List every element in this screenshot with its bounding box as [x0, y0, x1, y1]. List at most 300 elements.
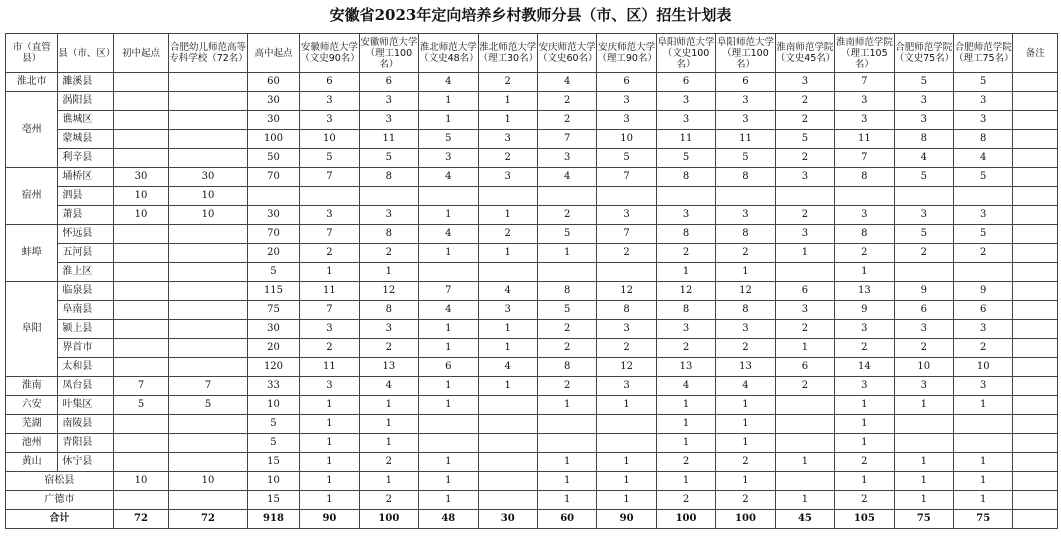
value-cell: 12 [597, 282, 656, 301]
value-cell [169, 73, 248, 92]
value-cell [169, 320, 248, 339]
value-cell [1013, 149, 1058, 168]
table-row [6, 358, 1058, 377]
value-cell: 4 [656, 377, 715, 396]
value-cell: 115 [247, 282, 299, 301]
table-row [6, 92, 1058, 111]
total-value-cell: 45 [775, 510, 834, 529]
value-cell [478, 263, 537, 282]
value-cell [894, 187, 953, 206]
value-cell [537, 434, 596, 453]
value-cell: 14 [835, 358, 894, 377]
value-cell [247, 187, 299, 206]
value-cell: 1 [300, 396, 359, 415]
value-cell: 5 [775, 130, 834, 149]
value-cell [1013, 111, 1058, 130]
value-cell: 9 [835, 301, 894, 320]
value-cell: 8 [656, 301, 715, 320]
table-row [6, 301, 1058, 320]
value-cell [169, 453, 248, 472]
col-header: 初中起点 [113, 34, 168, 73]
value-cell: 10 [247, 472, 299, 491]
value-cell: 2 [894, 339, 953, 358]
county-cell: 休宁县 [58, 453, 113, 472]
value-cell: 3 [716, 320, 775, 339]
value-cell [1013, 282, 1058, 301]
value-cell [597, 187, 656, 206]
value-cell: 11 [716, 130, 775, 149]
value-cell [1013, 320, 1058, 339]
value-cell [169, 263, 248, 282]
value-cell: 7 [597, 225, 656, 244]
value-cell: 3 [716, 206, 775, 225]
value-cell: 3 [359, 92, 418, 111]
value-cell: 2 [775, 320, 834, 339]
value-cell [419, 187, 478, 206]
value-cell: 4 [478, 282, 537, 301]
value-cell [169, 358, 248, 377]
value-cell: 1 [656, 472, 715, 491]
table-row [6, 491, 1058, 510]
city-cell: 淮北市 [6, 73, 58, 92]
value-cell: 70 [247, 168, 299, 187]
county-cell: 萧县 [58, 206, 113, 225]
value-cell: 1 [716, 396, 775, 415]
value-cell: 2 [716, 244, 775, 263]
value-cell [113, 149, 168, 168]
value-cell: 3 [300, 206, 359, 225]
value-cell [169, 282, 248, 301]
table-row [6, 396, 1058, 415]
value-cell: 3 [597, 320, 656, 339]
value-cell: 1 [894, 472, 953, 491]
value-cell: 2 [716, 339, 775, 358]
value-cell: 9 [894, 282, 953, 301]
value-cell [419, 263, 478, 282]
value-cell: 1 [537, 472, 596, 491]
value-cell [597, 263, 656, 282]
value-cell [954, 263, 1013, 282]
table-row [6, 320, 1058, 339]
value-cell: 1 [478, 377, 537, 396]
value-cell: 3 [359, 320, 418, 339]
value-cell: 2 [775, 377, 834, 396]
value-cell: 3 [300, 320, 359, 339]
county-cell: 颍上县 [58, 320, 113, 339]
table-row [6, 472, 1058, 491]
value-cell: 10 [247, 396, 299, 415]
value-cell [169, 130, 248, 149]
value-cell: 3 [478, 301, 537, 320]
value-cell: 1 [835, 434, 894, 453]
value-cell: 100 [247, 130, 299, 149]
value-cell: 1 [597, 472, 656, 491]
value-cell: 3 [954, 92, 1013, 111]
value-cell: 2 [954, 339, 1013, 358]
page-title: 安徽省2023年定向培养乡村教师分县（市、区）招生计划表 [329, 6, 732, 24]
value-cell: 2 [359, 491, 418, 510]
total-value-cell: 100 [359, 510, 418, 529]
value-cell: 5 [419, 130, 478, 149]
city-cell: 芜湖 [6, 415, 58, 434]
value-cell: 3 [894, 111, 953, 130]
value-cell: 1 [359, 472, 418, 491]
value-cell: 7 [300, 168, 359, 187]
county-cell: 蒙城县 [58, 130, 113, 149]
value-cell: 4 [537, 168, 596, 187]
value-cell: 10 [300, 130, 359, 149]
value-cell: 1 [894, 453, 953, 472]
value-cell: 6 [894, 301, 953, 320]
value-cell: 8 [894, 130, 953, 149]
value-cell [894, 415, 953, 434]
value-cell: 1 [419, 320, 478, 339]
value-cell: 1 [835, 263, 894, 282]
county-cell: 埇桥区 [58, 168, 113, 187]
value-cell [775, 263, 834, 282]
value-cell: 2 [537, 206, 596, 225]
value-cell [1013, 453, 1058, 472]
value-cell: 2 [537, 320, 596, 339]
value-cell: 8 [716, 168, 775, 187]
value-cell: 2 [835, 339, 894, 358]
value-cell: 1 [300, 472, 359, 491]
value-cell: 5 [894, 73, 953, 92]
county-cell: 凤台县 [58, 377, 113, 396]
value-cell: 3 [775, 168, 834, 187]
city-cell: 淮南 [6, 377, 58, 396]
value-cell: 4 [419, 225, 478, 244]
county-cell: 怀远县 [58, 225, 113, 244]
county-cell: 太和县 [58, 358, 113, 377]
total-value-cell: 90 [300, 510, 359, 529]
value-cell [113, 263, 168, 282]
value-cell: 1 [478, 320, 537, 339]
county-cell: 五河县 [58, 244, 113, 263]
value-cell: 2 [597, 339, 656, 358]
value-cell: 2 [597, 244, 656, 263]
total-value-cell: 100 [656, 510, 715, 529]
table-row [6, 377, 1058, 396]
value-cell: 1 [300, 491, 359, 510]
value-cell: 15 [247, 453, 299, 472]
value-cell: 1 [716, 434, 775, 453]
value-cell: 6 [300, 73, 359, 92]
value-cell: 6 [775, 282, 834, 301]
value-cell: 1 [419, 491, 478, 510]
value-cell: 8 [597, 301, 656, 320]
value-cell: 3 [359, 111, 418, 130]
value-cell: 4 [419, 73, 478, 92]
value-cell [537, 415, 596, 434]
city-cell: 亳州 [6, 92, 58, 168]
value-cell [1013, 244, 1058, 263]
value-cell: 30 [247, 111, 299, 130]
value-cell [478, 187, 537, 206]
county-cell: 叶集区 [58, 396, 113, 415]
value-cell: 1 [419, 339, 478, 358]
value-cell: 8 [359, 301, 418, 320]
table-row [6, 263, 1058, 282]
table-row [6, 244, 1058, 263]
value-cell: 1 [954, 491, 1013, 510]
value-cell: 2 [656, 339, 715, 358]
value-cell: 1 [954, 453, 1013, 472]
value-cell: 5 [537, 301, 596, 320]
value-cell: 2 [300, 339, 359, 358]
table-row [6, 225, 1058, 244]
value-cell [169, 244, 248, 263]
value-cell: 1 [656, 396, 715, 415]
value-cell: 5 [537, 225, 596, 244]
value-cell: 8 [716, 225, 775, 244]
value-cell: 3 [597, 206, 656, 225]
value-cell: 3 [775, 73, 834, 92]
value-cell [169, 434, 248, 453]
value-cell [954, 187, 1013, 206]
table-row [6, 415, 1058, 434]
value-cell: 10 [113, 206, 168, 225]
value-cell: 7 [537, 130, 596, 149]
county-cell: 谯城区 [58, 111, 113, 130]
col-header: 淮南师范学院（文史45名） [775, 34, 834, 73]
value-cell: 2 [775, 206, 834, 225]
total-value-cell: 60 [537, 510, 596, 529]
value-cell: 2 [537, 92, 596, 111]
value-cell: 10 [113, 472, 168, 491]
county-cell: 南陵县 [58, 415, 113, 434]
value-cell [478, 415, 537, 434]
value-cell: 5 [247, 263, 299, 282]
value-cell: 3 [835, 206, 894, 225]
value-cell: 3 [954, 377, 1013, 396]
value-cell: 13 [656, 358, 715, 377]
value-cell: 33 [247, 377, 299, 396]
value-cell: 1 [300, 434, 359, 453]
value-cell: 5 [954, 168, 1013, 187]
value-cell: 3 [835, 92, 894, 111]
value-cell [169, 149, 248, 168]
value-cell [113, 111, 168, 130]
value-cell: 11 [300, 358, 359, 377]
value-cell: 8 [656, 225, 715, 244]
value-cell: 7 [597, 168, 656, 187]
value-cell: 1 [716, 415, 775, 434]
value-cell: 2 [359, 339, 418, 358]
value-cell: 8 [954, 130, 1013, 149]
value-cell: 5 [894, 168, 953, 187]
value-cell: 7 [419, 282, 478, 301]
value-cell: 8 [835, 168, 894, 187]
value-cell [775, 187, 834, 206]
table-row [6, 434, 1058, 453]
value-cell: 5 [247, 434, 299, 453]
value-cell: 10 [894, 358, 953, 377]
value-cell: 3 [597, 111, 656, 130]
value-cell: 3 [775, 225, 834, 244]
value-cell [537, 187, 596, 206]
value-cell [597, 415, 656, 434]
value-cell: 1 [835, 472, 894, 491]
value-cell [1013, 187, 1058, 206]
value-cell: 1 [894, 396, 953, 415]
value-cell: 1 [419, 111, 478, 130]
col-header: 安庆师范大学（理工90名） [597, 34, 656, 73]
value-cell: 3 [537, 149, 596, 168]
value-cell: 1 [835, 396, 894, 415]
total-value-cell: 75 [954, 510, 1013, 529]
value-cell [894, 434, 953, 453]
value-cell: 3 [835, 377, 894, 396]
value-cell: 1 [775, 339, 834, 358]
value-cell [113, 320, 168, 339]
value-cell [597, 434, 656, 453]
value-cell [113, 244, 168, 263]
value-cell [113, 434, 168, 453]
value-cell: 50 [247, 149, 299, 168]
value-cell: 3 [954, 206, 1013, 225]
value-cell: 13 [716, 358, 775, 377]
value-cell [1013, 92, 1058, 111]
value-cell: 3 [597, 377, 656, 396]
value-cell: 4 [894, 149, 953, 168]
value-cell: 8 [359, 225, 418, 244]
value-cell: 10 [954, 358, 1013, 377]
value-cell: 6 [359, 73, 418, 92]
value-cell: 12 [716, 282, 775, 301]
value-cell [1013, 434, 1058, 453]
value-cell: 30 [169, 168, 248, 187]
value-cell: 10 [113, 187, 168, 206]
value-cell: 1 [716, 263, 775, 282]
value-cell: 5 [954, 225, 1013, 244]
value-cell: 1 [419, 453, 478, 472]
value-cell: 120 [247, 358, 299, 377]
value-cell: 3 [894, 206, 953, 225]
value-cell [113, 453, 168, 472]
col-header: 安庆师范大学（文史60名） [537, 34, 596, 73]
value-cell [954, 434, 1013, 453]
value-cell [478, 434, 537, 453]
value-cell [359, 187, 418, 206]
value-cell [113, 339, 168, 358]
value-cell: 60 [247, 73, 299, 92]
value-cell [419, 415, 478, 434]
value-cell: 2 [478, 73, 537, 92]
total-value-cell: 90 [597, 510, 656, 529]
value-cell [1013, 472, 1058, 491]
value-cell: 1 [359, 434, 418, 453]
total-value-cell: 72 [169, 510, 248, 529]
value-cell: 1 [359, 415, 418, 434]
value-cell: 3 [359, 206, 418, 225]
region-cell: 广德市 [6, 491, 114, 510]
value-cell: 1 [656, 434, 715, 453]
value-cell [419, 434, 478, 453]
col-header: 市（直管县） [6, 34, 58, 73]
value-cell: 1 [656, 415, 715, 434]
value-cell [113, 301, 168, 320]
value-cell: 11 [835, 130, 894, 149]
value-cell [1013, 491, 1058, 510]
value-cell [478, 453, 537, 472]
value-cell: 2 [656, 453, 715, 472]
value-cell: 2 [775, 92, 834, 111]
value-cell [1013, 301, 1058, 320]
table-row [6, 73, 1058, 92]
value-cell: 10 [169, 206, 248, 225]
value-cell: 1 [537, 453, 596, 472]
value-cell: 3 [894, 320, 953, 339]
value-cell: 1 [419, 472, 478, 491]
enrollment-table [5, 33, 1058, 529]
value-cell: 3 [597, 92, 656, 111]
value-cell: 1 [478, 92, 537, 111]
value-cell: 1 [597, 491, 656, 510]
value-cell [169, 415, 248, 434]
value-cell: 2 [835, 491, 894, 510]
total-value-cell: 30 [478, 510, 537, 529]
value-cell: 12 [656, 282, 715, 301]
col-header: 安徽师范大学（文史90名） [300, 34, 359, 73]
value-cell: 30 [247, 92, 299, 111]
value-cell: 1 [419, 206, 478, 225]
table-row [6, 130, 1058, 149]
region-cell: 宿松县 [6, 472, 114, 491]
value-cell: 2 [775, 111, 834, 130]
value-cell [1013, 73, 1058, 92]
value-cell: 4 [537, 73, 596, 92]
table-row [6, 149, 1058, 168]
table-row [6, 168, 1058, 187]
value-cell: 3 [894, 92, 953, 111]
value-cell: 1 [775, 491, 834, 510]
value-cell [1013, 358, 1058, 377]
value-cell: 1 [300, 453, 359, 472]
value-cell: 1 [775, 244, 834, 263]
value-cell: 1 [359, 263, 418, 282]
value-cell: 5 [716, 149, 775, 168]
value-cell: 1 [359, 396, 418, 415]
value-cell: 1 [716, 472, 775, 491]
value-cell: 7 [113, 377, 168, 396]
total-value-cell [1013, 510, 1058, 529]
city-cell: 黄山 [6, 453, 58, 472]
value-cell: 2 [478, 149, 537, 168]
value-cell: 30 [247, 320, 299, 339]
col-header: 安徽师范大学（理工100名） [359, 34, 418, 73]
total-row [6, 510, 1058, 529]
county-cell: 临泉县 [58, 282, 113, 301]
col-header: 淮北师范大学（文史48名） [419, 34, 478, 73]
value-cell: 1 [478, 111, 537, 130]
value-cell: 6 [716, 73, 775, 92]
value-cell [300, 187, 359, 206]
county-cell: 涡阳县 [58, 92, 113, 111]
value-cell: 3 [656, 320, 715, 339]
value-cell [478, 491, 537, 510]
value-cell [1013, 377, 1058, 396]
value-cell [1013, 396, 1058, 415]
value-cell: 8 [537, 282, 596, 301]
value-cell [478, 396, 537, 415]
value-cell: 5 [359, 149, 418, 168]
value-cell: 1 [597, 396, 656, 415]
value-cell: 8 [359, 168, 418, 187]
county-cell: 泗县 [58, 187, 113, 206]
value-cell: 10 [169, 187, 248, 206]
value-cell [113, 491, 168, 510]
